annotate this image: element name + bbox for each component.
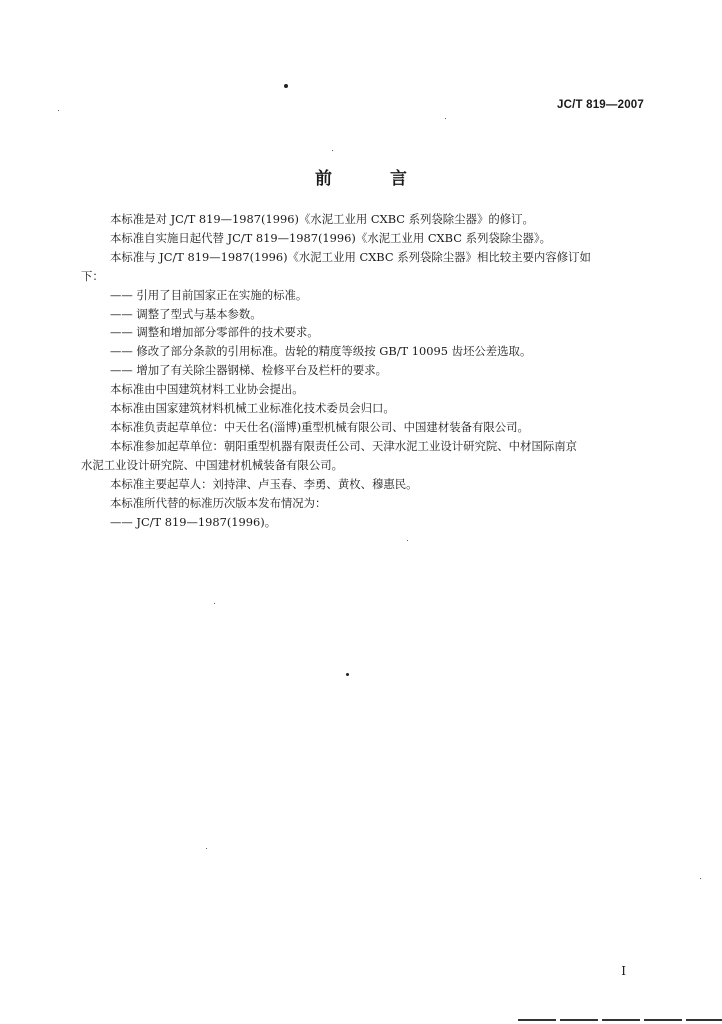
change-item: —— 调整和增加部分零部件的技术要求。 xyxy=(110,325,319,340)
paragraph-replacement-note: 本标准自实施日起代替 JC/T 819—1987(1996)《水泥工业用 CXBC 系列袋除尘器》。 xyxy=(110,230,551,245)
scan-speck xyxy=(214,603,215,604)
change-item: —— 调整了型式与基本参数。 xyxy=(110,306,262,321)
scan-speck xyxy=(58,110,59,111)
paragraph-drafters: 本标准主要起草人：刘持津、卢玉春、李勇、黄枚、穆惠民。 xyxy=(110,476,418,491)
change-item: —— 修改了部分条款的引用标准。齿轮的精度等级按 GB/T 10095 齿坯公差选取。 xyxy=(110,344,532,359)
paragraph-comparison-line1: 本标准与 JC/T 819—1987(1996)《水泥工业用 CXBC 系列袋除尘器》相比较主要内容修订如 xyxy=(110,249,591,264)
scan-speck xyxy=(700,878,701,879)
scan-speck xyxy=(407,540,408,541)
paragraph-revision-note: 本标准是对 JC/T 819—1987(1996)《水泥工业用 CXBC 系列袋除尘器》的修订。 xyxy=(110,212,534,226)
change-item: —— 引用了目前国家正在实施的标准。 xyxy=(110,287,308,302)
page-number: I xyxy=(621,964,626,978)
change-item: —— 增加了有关除尘器钢梯、检修平台及栏杆的要求。 xyxy=(110,363,387,378)
scan-speck xyxy=(332,150,333,151)
paragraph-lead-drafter: 本标准负责起草单位：中天仕名(淄博)重型机械有限公司、中国建材装备有限公司。 xyxy=(110,419,529,434)
paragraph-comparison-line2: 下： xyxy=(81,268,104,283)
scan-speck xyxy=(346,673,349,676)
paragraph-participants-line2: 水泥工业设计研究院、中国建材机械装备有限公司。 xyxy=(81,457,343,472)
scan-speck xyxy=(206,848,207,849)
paragraph-participants-line1: 本标准参加起草单位：朝阳重型机器有限责任公司、天津水泥工业设计研究院、中材国际南京 xyxy=(110,438,578,453)
foreword-body xyxy=(81,210,650,531)
page-title: 前 言 xyxy=(315,169,433,189)
scan-speck xyxy=(445,118,446,119)
paragraph-committee: 本标准由国家建筑材料机械工业标准化技术委员会归口。 xyxy=(110,401,395,416)
history-item: —— JC/T 819—1987(1996)。 xyxy=(110,514,277,529)
bottom-rule xyxy=(518,1019,722,1021)
scan-speck xyxy=(284,84,288,88)
paragraph-history: 本标准所代替的标准历次版本发布情况为： xyxy=(110,495,327,510)
paragraph-proposer: 本标准由中国建筑材料工业协会提出。 xyxy=(110,382,304,397)
standard-code: JC/T 819—2007 xyxy=(557,99,644,111)
